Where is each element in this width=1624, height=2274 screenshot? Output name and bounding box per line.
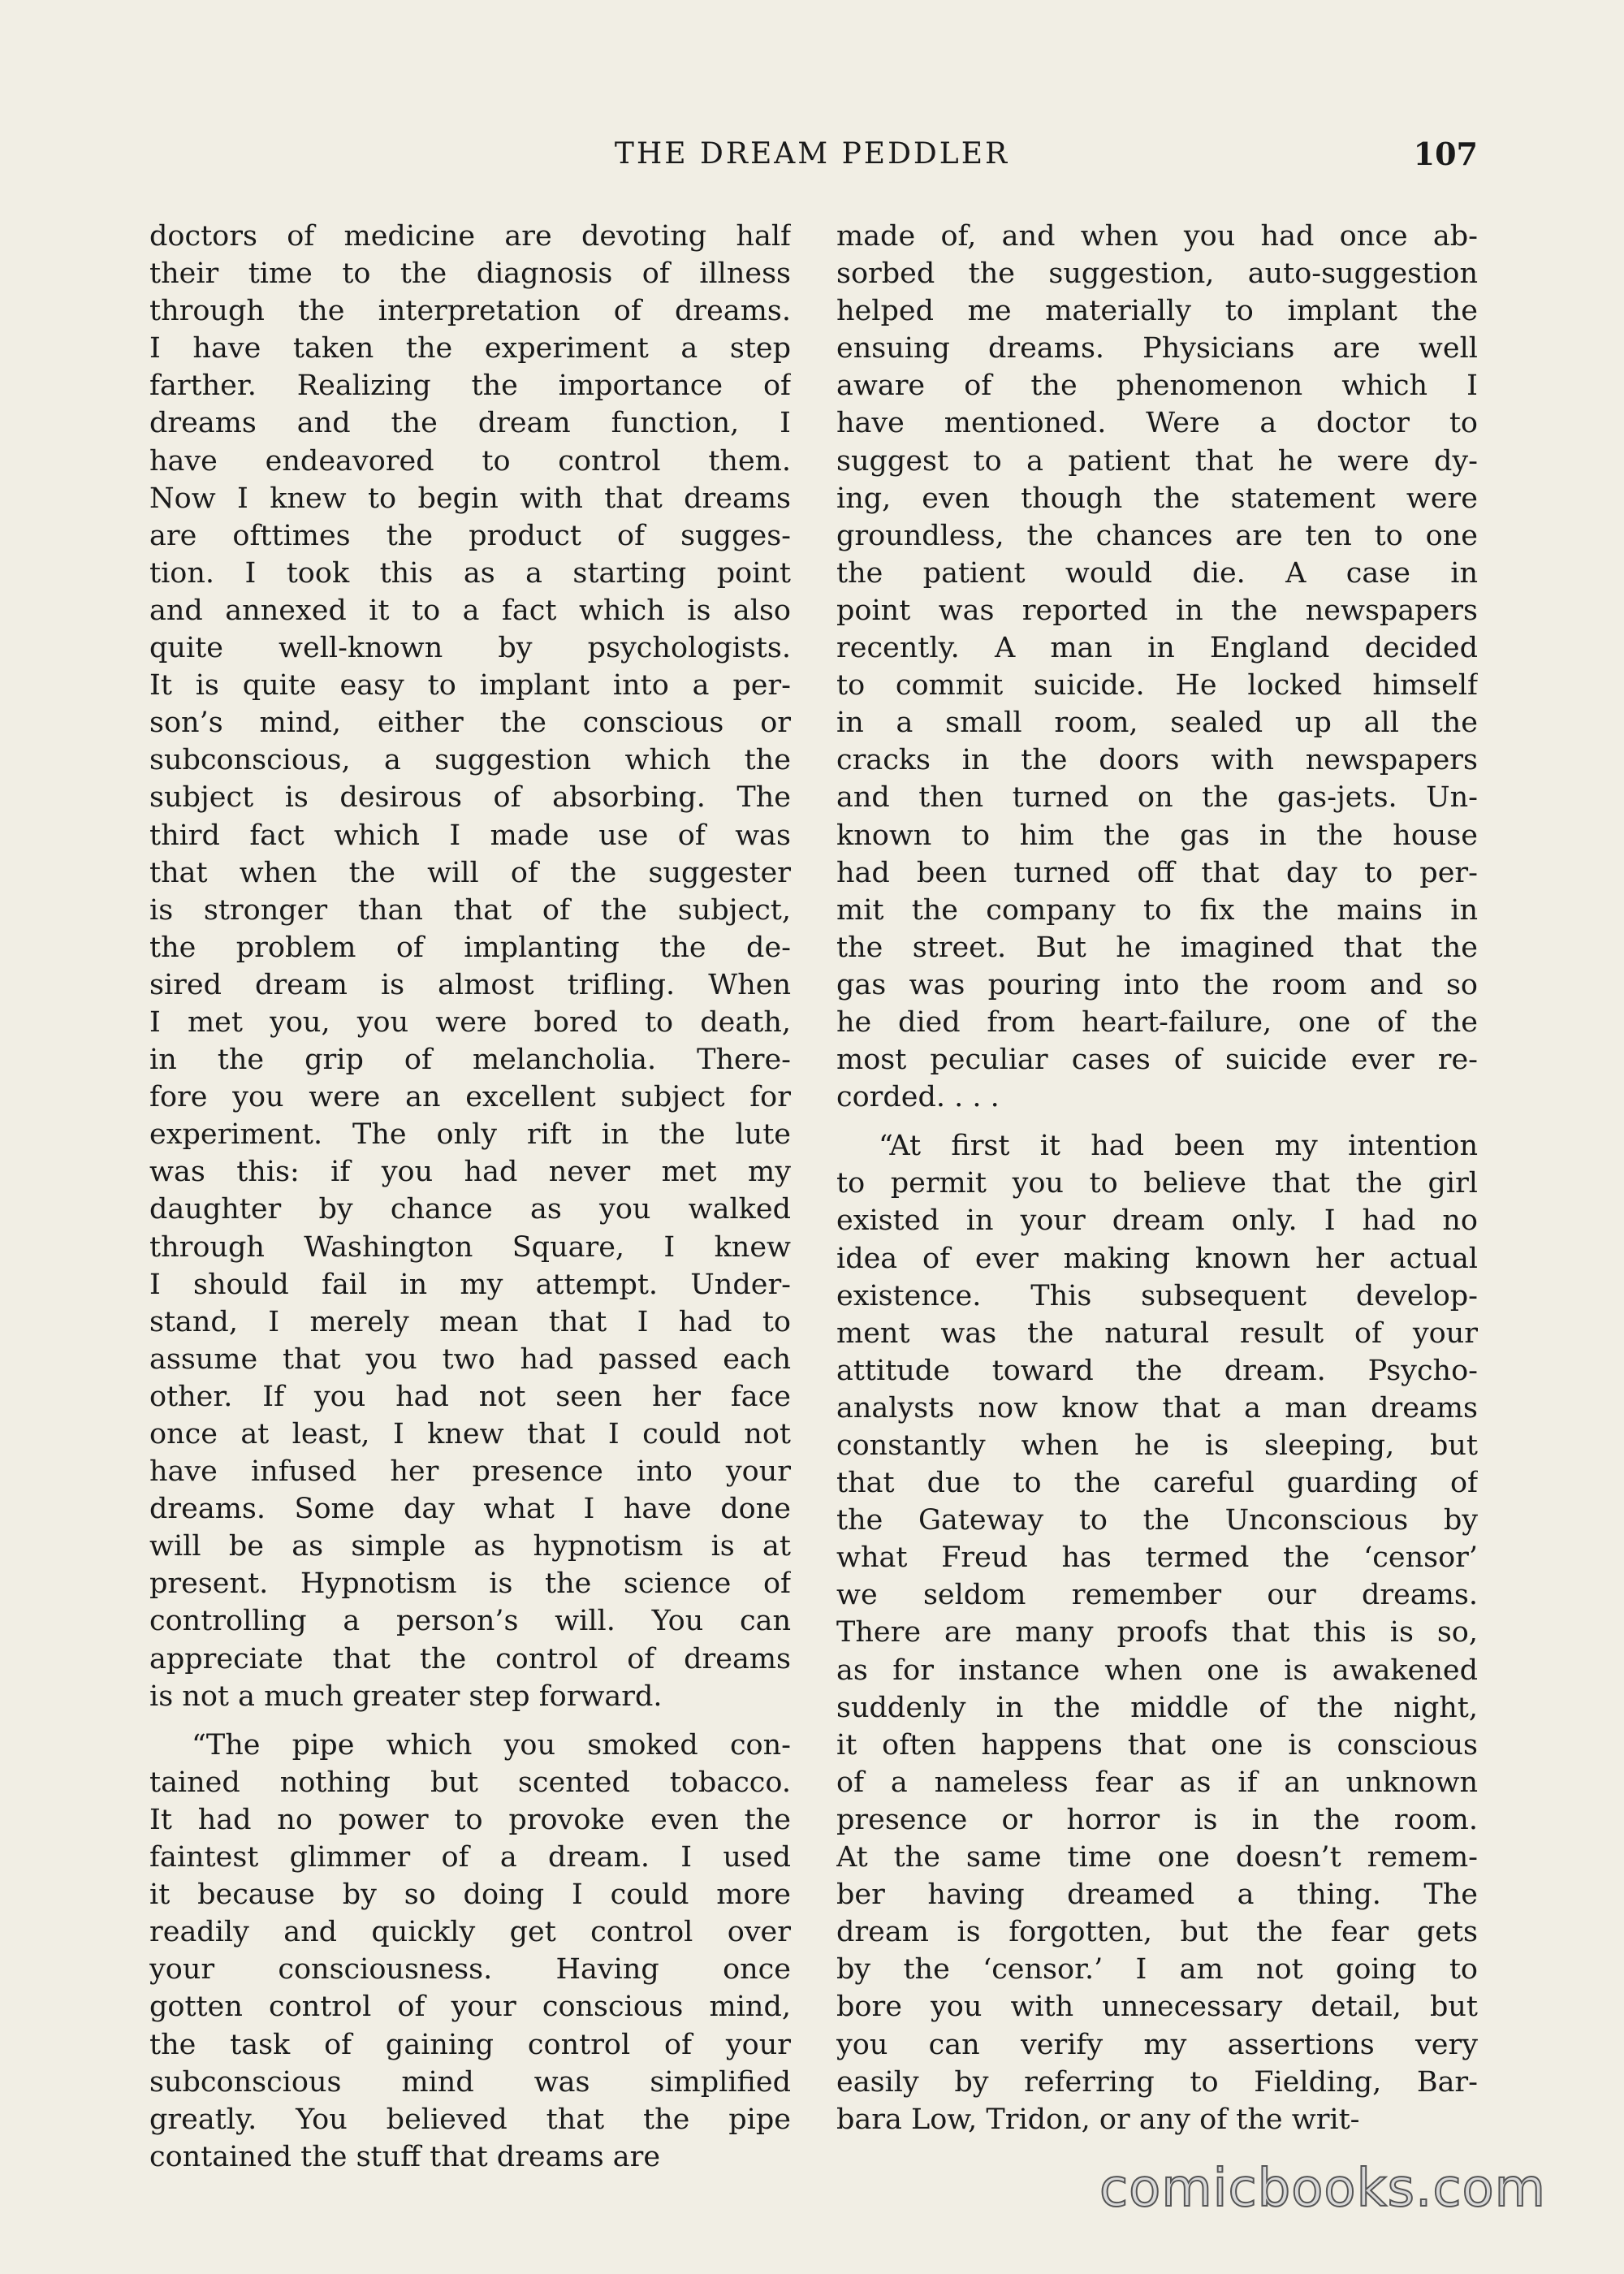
text-line: suddenly in the middle of the night, [836, 1691, 1478, 1724]
text-line: present. Hypnotism is the science of [149, 1567, 791, 1601]
text-line: stand, I merely mean that I had to [149, 1305, 791, 1338]
text-line: third fact which I made use of was [149, 819, 791, 852]
text-line: easily by referring to Fielding, Bar- [836, 2065, 1478, 2099]
text-line: At the same time one doesn’t remem- [836, 1841, 1478, 1874]
text-line: are ofttimes the product of sugges- [149, 519, 791, 552]
text-line: bara Low, Tridon, or any of the writ- [836, 2103, 1360, 2136]
text-line: I met you, you were bored to death, [149, 1005, 791, 1039]
text-line: readily and quickly get control over [149, 1916, 791, 1949]
text-line: gas was pouring into the room and so [836, 968, 1478, 1001]
text-line: we seldom remember our dreams. [836, 1579, 1478, 1612]
text-line: of a nameless fear as if an unknown [836, 1766, 1478, 1799]
text-line: suggest to a patient that he were dy- [836, 444, 1478, 478]
text-line: “The pipe which you smoked con- [192, 1728, 791, 1762]
text-line: constantly when he is sleeping, but [836, 1429, 1478, 1462]
text-line: corded. . . . [836, 1081, 1000, 1114]
text-line: the street. But he imagined that the [836, 931, 1478, 964]
text-line: tained nothing but scented tobacco. [149, 1766, 791, 1799]
text-line: that due to the careful guarding of [836, 1467, 1478, 1500]
text-line: he died from heart-failure, one of the [836, 1005, 1478, 1039]
text-line: controlling a person’s will. You can [149, 1605, 791, 1638]
text-line: was this: if you had never met my [149, 1156, 791, 1189]
text-line: It is quite easy to implant into a per- [149, 669, 791, 703]
text-line: There are many proofs that this is so, [836, 1616, 1478, 1649]
text-line: and then turned on the gas-jets. Un- [836, 781, 1478, 815]
text-line: once at least, I knew that I could not [149, 1418, 791, 1450]
text-line: analysts now know that a man dreams [836, 1391, 1478, 1424]
text-line: it often happens that one is conscious [836, 1728, 1478, 1762]
text-line: assume that you two had passed each [149, 1342, 791, 1376]
text-line: Now I knew to begin with that dreams [149, 482, 791, 515]
text-line: It had no power to provoke even the [149, 1803, 791, 1836]
text-line: through Washington Square, I knew [149, 1230, 791, 1264]
text-line: ber having dreamed a thing. The [836, 1878, 1478, 1912]
text-line: contained the stuff that dreams are [149, 2140, 661, 2173]
text-line: sorbed the suggestion, auto-suggestion [836, 257, 1478, 291]
text-line: aware of the phenomenon which I [836, 370, 1478, 403]
text-line: your consciousness. Having once [149, 1953, 791, 1987]
text-line: as for instance when one is awakened [836, 1654, 1478, 1687]
text-line: the Gateway to the Unconscious by [836, 1504, 1478, 1537]
text-line: I have taken the experiment a step [149, 332, 791, 365]
text-line: most peculiar cases of suicide ever re- [836, 1044, 1478, 1077]
text-line: have endeavored to control them. [149, 444, 791, 478]
text-line: have mentioned. Were a doctor to [836, 407, 1478, 440]
text-line: son’s mind, either the conscious or [149, 707, 791, 740]
text-line: sired dream is almost trifling. When [149, 968, 791, 1001]
text-line: faintest glimmer of a dream. I used [149, 1841, 791, 1874]
text-line: I should fail in my attempt. Under- [149, 1268, 791, 1301]
text-line: presence or horror is in the room. [836, 1803, 1478, 1836]
text-line: subject is desirous of absorbing. The [149, 781, 791, 815]
text-line: by the ‘censor.’ I am not going to [836, 1953, 1478, 1987]
text-line: existence. This subsequent develop- [836, 1279, 1478, 1312]
paragraph [149, 1727, 791, 2176]
paragraph [836, 218, 1478, 1116]
text-line: and annexed it to a fact which is also [149, 594, 791, 627]
text-line: you can verify my assertions very [836, 2028, 1478, 2061]
text-line: to commit suicide. He locked himself [836, 669, 1478, 703]
paragraph [836, 1127, 1478, 2138]
text-line: fore you were an excellent subject for [149, 1081, 791, 1114]
page-number: 107 [1413, 136, 1478, 172]
text-line: tion. I took this as a starting point [149, 556, 791, 590]
text-line: farther. Realizing the importance of [149, 370, 791, 403]
text-line: existed in your dream only. I had no [836, 1204, 1478, 1238]
left-column [149, 218, 791, 2176]
text-line: appreciate that the control of dreams [149, 1642, 791, 1675]
text-line: attitude toward the dream. Psycho- [836, 1354, 1478, 1387]
text-line: the patient would die. A case in [836, 556, 1478, 590]
text-line: greatly. You believed that the pipe [149, 2103, 791, 2136]
text-line: the problem of implanting the de- [149, 931, 791, 964]
text-line: in a small room, sealed up all the [836, 707, 1478, 740]
text-line: mit the company to fix the mains in [836, 893, 1478, 927]
text-line: dreams and the dream function, I [149, 407, 791, 440]
text-line: dreams. Some day what I have done [149, 1493, 791, 1526]
text-line: the task of gaining control of your [149, 2028, 791, 2061]
text-line: in the grip of melancholia. There- [149, 1044, 791, 1077]
text-line: their time to the diagnosis of illness [149, 257, 791, 291]
page-header [146, 130, 1478, 179]
text-line: groundless, the chances are ten to one [836, 519, 1478, 552]
text-line: cracks in the doors with newspapers [836, 744, 1478, 777]
text-line: to permit you to believe that the girl [836, 1167, 1478, 1200]
text-line: experiment. The only rift in the lute [149, 1118, 791, 1152]
text-line: it because by so doing I could more [149, 1878, 791, 1912]
text-line: ensuing dreams. Physicians are well [836, 332, 1478, 365]
text-line: is stronger than that of the subject, [149, 893, 791, 927]
text-line: subconscious, a suggestion which the [149, 744, 791, 777]
text-line: dream is forgotten, but the fear gets [836, 1916, 1478, 1949]
text-line: ment was the natural result of your [836, 1316, 1478, 1350]
text-line: had been turned off that day to per- [836, 856, 1478, 889]
text-line: subconscious mind was simplified [149, 2065, 791, 2099]
text-line: known to him the gas in the house [836, 819, 1478, 852]
text-line: gotten control of your conscious mind, [149, 1991, 791, 2024]
text-line: have infused her presence into your [149, 1455, 791, 1489]
text-line: “At first it had been my intention [879, 1130, 1478, 1163]
paragraph [149, 218, 791, 1715]
text-line: bore you with unnecessary detail, but [836, 1991, 1478, 2024]
text-line: is not a much greater step forward. [149, 1680, 663, 1713]
text-line: made of, and when you had once ab- [836, 220, 1478, 253]
text-line: recently. A man in England decided [836, 632, 1478, 665]
text-line: daughter by chance as you walked [149, 1193, 791, 1226]
watermark-logo: comicbooks.com [1099, 2159, 1546, 2219]
right-column [836, 218, 1478, 2138]
text-line: idea of ever making known her actual [836, 1242, 1478, 1275]
text-line: what Freud has termed the ‘censor’ [836, 1541, 1478, 1575]
text-line: through the interpretation of dreams. [149, 295, 791, 328]
text-line: ing, even though the statement were [836, 482, 1478, 515]
running-head: THE DREAM PEDDLER [614, 137, 1010, 171]
text-line: will be as simple as hypnotism is at [149, 1530, 791, 1563]
text-line: doctors of medicine are devoting half [149, 220, 791, 253]
text-line: that when the will of the suggester [149, 856, 791, 889]
text-line: other. If you had not seen her face [149, 1380, 791, 1413]
text-line: point was reported in the newspapers [836, 594, 1478, 627]
text-line: helped me materially to implant the [836, 295, 1478, 328]
text-line: quite well-known by psychologists. [149, 632, 791, 665]
